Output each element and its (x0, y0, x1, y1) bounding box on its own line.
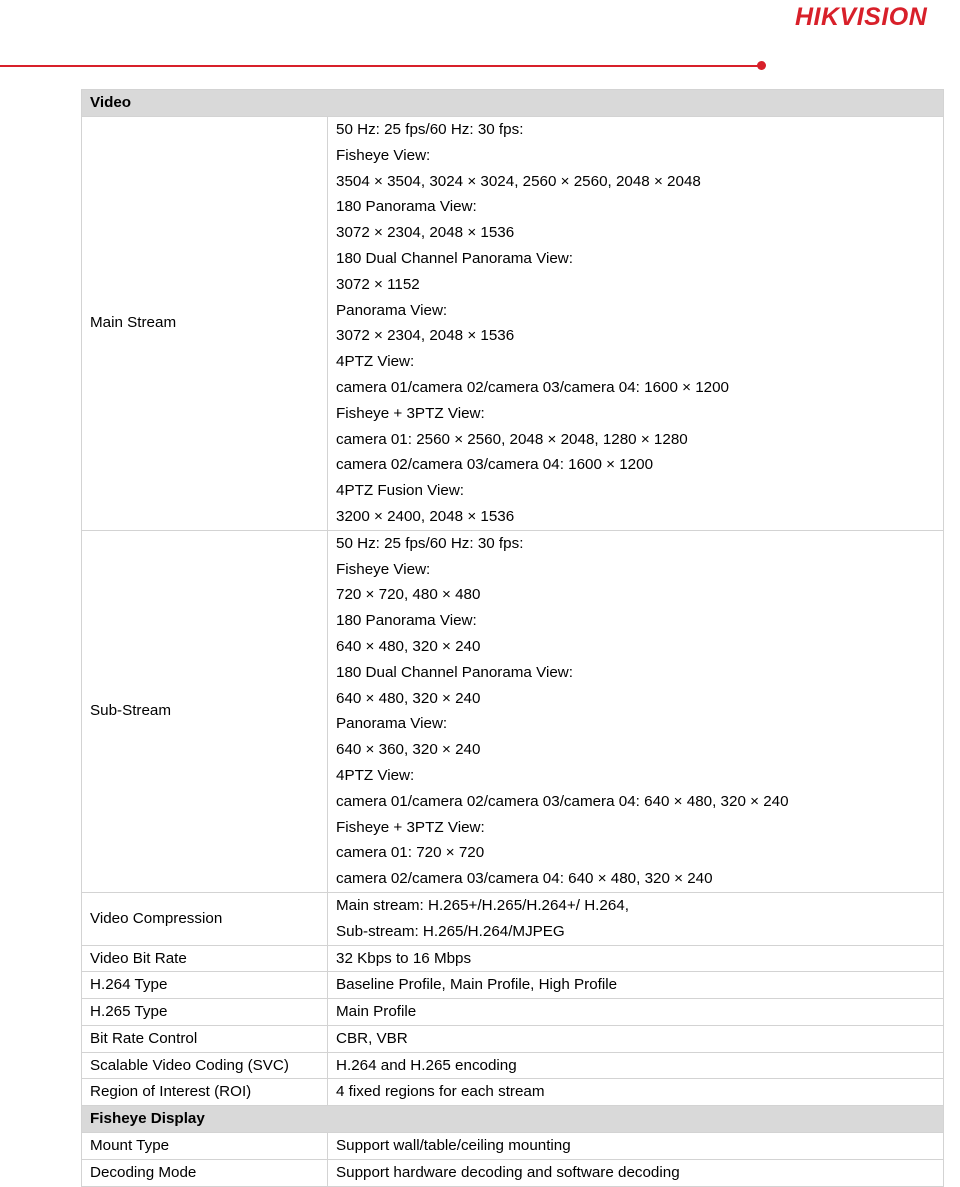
spec-value (328, 1052, 944, 1079)
spec-value-line: Baseline Profile, Main Profile, High Profile (336, 976, 618, 994)
spec-row (82, 1052, 944, 1079)
spec-row (82, 892, 944, 945)
spec-value-line: 180 Dual Channel Panorama View: (336, 663, 573, 681)
section-header-row (82, 1106, 944, 1133)
spec-label: Scalable Video Coding (SVC) (82, 1052, 328, 1079)
spec-value-line: 720 × 720, 480 × 480 (336, 586, 481, 604)
spec-value-line: 50 Hz: 25 fps/60 Hz: 30 fps: (336, 121, 524, 138)
spec-value-line: 50 Hz: 25 fps/60 Hz: 30 fps: (336, 534, 524, 552)
spec-value (328, 1160, 944, 1187)
spec-row (82, 530, 944, 892)
spec-value (328, 972, 944, 999)
spec-value-line: Fisheye View: (336, 146, 431, 164)
header-rule (0, 65, 760, 67)
section-header-row (82, 90, 944, 117)
spec-value (328, 1079, 944, 1106)
spec-value-line: 3072 × 2304, 2048 × 1536 (336, 327, 515, 345)
spec-value-line: 4 fixed regions for each stream (336, 1083, 545, 1101)
spec-value-line: Fisheye + 3PTZ View: (336, 818, 485, 836)
spec-value-line: 640 × 480, 320 × 240 (336, 637, 481, 655)
spec-row (82, 1160, 944, 1187)
spec-label: Video Bit Rate (82, 945, 328, 972)
spec-row (82, 999, 944, 1026)
spec-label: Sub-Stream (82, 530, 328, 892)
spec-value-line: Panorama View: (336, 715, 448, 733)
spec-value (328, 530, 944, 892)
spec-value-line: camera 02/camera 03/camera 04: 1600 × 1200 (336, 456, 654, 474)
spec-row (82, 945, 944, 972)
spec-label: H.264 Type (82, 972, 328, 999)
spec-value (328, 1133, 944, 1160)
spec-label: Bit Rate Control (82, 1025, 328, 1052)
spec-value-line: camera 01: 720 × 720 (336, 844, 485, 862)
spec-value-line: camera 01/camera 02/camera 03/camera 04: 640 × 480, 320 × 240 (336, 792, 789, 810)
spec-value-line: 32 Kbps to 16 Mbps (336, 949, 472, 967)
spec-row (82, 1133, 944, 1160)
spec-value-line: 3072 × 2304, 2048 × 1536 (336, 224, 515, 242)
spec-value-line: 640 × 480, 320 × 240 (336, 689, 481, 707)
spec-row (82, 1025, 944, 1052)
spec-row (82, 1079, 944, 1106)
spec-value-line: H.264 and H.265 encoding (336, 1056, 517, 1074)
spec-value-line: 3072 × 1152 (336, 275, 420, 293)
spec-table (81, 89, 944, 1187)
spec-label: Main Stream (82, 117, 328, 531)
spec-value-line: camera 02/camera 03/camera 04: 640 × 480, 320 × 240 (336, 870, 713, 888)
spec-value-line: 4PTZ Fusion View: (336, 482, 465, 500)
spec-value-line: 180 Dual Channel Panorama View: (336, 249, 573, 267)
spec-row (82, 972, 944, 999)
spec-value-line: 4PTZ View: (336, 766, 415, 784)
spec-value-line: Support wall/table/ceiling mounting (336, 1137, 571, 1155)
spec-value-line: Panorama View: (336, 301, 448, 319)
spec-value-line: 180 Panorama View: (336, 198, 477, 216)
section-title: Fisheye Display (82, 1106, 944, 1133)
spec-value-line: Support hardware decoding and software decoding (336, 1164, 680, 1182)
spec-label: H.265 Type (82, 999, 328, 1026)
spec-value (328, 945, 944, 972)
spec-value-line: 180 Panorama View: (336, 612, 477, 630)
spec-value-line: Main Profile (336, 1003, 417, 1021)
spec-value-line: CBR, VBR (336, 1029, 408, 1047)
spec-value (328, 117, 944, 531)
section-title: Video (82, 90, 944, 117)
spec-value (328, 892, 944, 945)
spec-table-body (82, 90, 944, 1187)
spec-value (328, 1025, 944, 1052)
spec-value-line: camera 01: 2560 × 2560, 2048 × 2048, 1280 × 1280 (336, 430, 688, 448)
spec-value-line: Sub-stream: H.265/H.264/MJPEG (336, 922, 565, 940)
spec-row (82, 117, 944, 531)
spec-label: Mount Type (82, 1133, 328, 1160)
spec-label: Decoding Mode (82, 1160, 328, 1187)
spec-value-line: 640 × 360, 320 × 240 (336, 741, 481, 759)
spec-value-line: Fisheye + 3PTZ View: (336, 404, 485, 422)
spec-label: Video Compression (82, 892, 328, 945)
header-rule-dot (757, 61, 766, 70)
spec-value (328, 999, 944, 1026)
spec-value-line: 4PTZ View: (336, 353, 415, 371)
spec-value-line: 3504 × 3504, 3024 × 3024, 2560 × 2560, 2048 × 2048 (336, 172, 701, 190)
spec-value-line: Fisheye View: (336, 560, 431, 578)
spec-value-line: 3200 × 2400, 2048 × 1536 (336, 507, 515, 525)
hikvision-logo: HIKVISION (795, 3, 928, 31)
spec-value-line: Main stream: H.265+/H.265/H.264+/ H.264, (336, 896, 629, 914)
spec-value-line: camera 01/camera 02/camera 03/camera 04: 1600 × 1200 (336, 378, 729, 396)
spec-label: Region of Interest (ROI) (82, 1079, 328, 1106)
